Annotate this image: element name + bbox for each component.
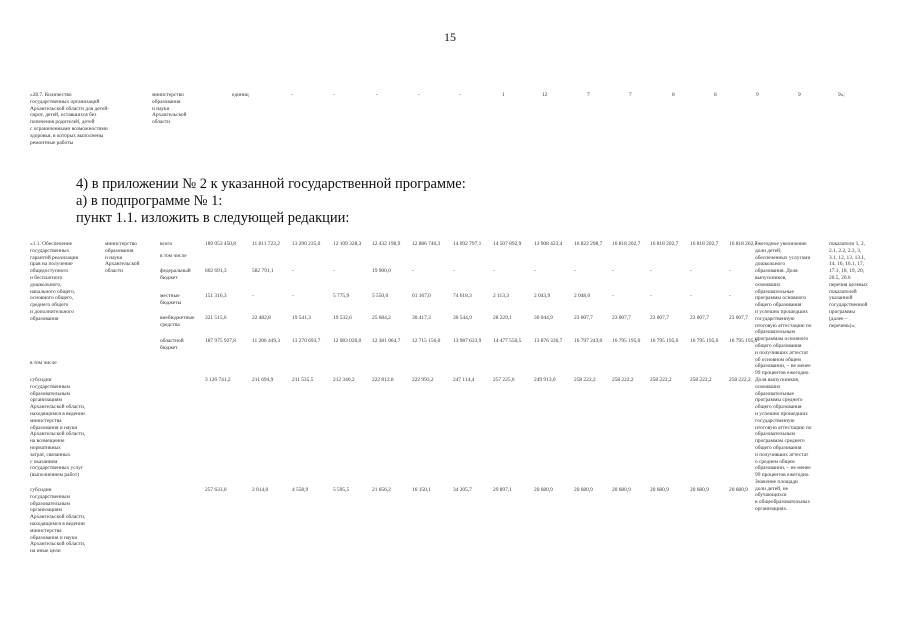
row-2-value-13: - <box>729 268 731 274</box>
sub2-value-0: 257 633,0 <box>205 487 227 493</box>
row-2-value-10: - <box>612 268 614 274</box>
sub1-value-6: 247 114,4 <box>453 377 475 383</box>
row-4-value-5: 30 417,3 <box>412 315 431 321</box>
row-5-value-5: 12 715 156,0 <box>412 338 441 344</box>
row-28-value-0: - <box>291 92 293 98</box>
row-label-federal: федеральный бюджет <box>160 268 191 281</box>
row-4-value-11: 23 007,7 <box>650 315 669 321</box>
row-3-value-5: 61 167,0 <box>412 293 431 299</box>
heading-item-4: 4) в приложении № 2 к указанной государственной программе: <box>76 176 466 192</box>
row-3-value-2: - <box>292 293 294 299</box>
row-4-value-13: 23 007,7 <box>729 315 748 321</box>
sub1-value-3: 212 340,2 <box>333 377 355 383</box>
row-28-value-1: - <box>333 92 335 98</box>
row-0-value-4: 12 432 198,9 <box>372 241 401 247</box>
sub1-name: субсидии государственным образовательным организациям Архангельской области, находящимся в ведении министерства образования и науки Архангельской области, на возмещение нормативных затрат, связанных с оказанием государственных услуг (выполнением работ) <box>30 377 86 479</box>
sub2-value-7: 29 897,1 <box>493 487 512 493</box>
row-3-value-3: 5 775,9 <box>333 293 350 299</box>
row-0-value-3: 12 109 328,3 <box>333 241 362 247</box>
sub2-name: субсидии государственным образовательным организациям Архангельской области, находящимся в ведении министерства образования и науки Архангельской области, на иные цели <box>30 487 86 555</box>
row-0-value-7: 14 507 892,9 <box>493 241 522 247</box>
row-5-value-9: 16 797 243,0 <box>574 338 603 344</box>
row-4-value-4: 25 684,2 <box>372 315 391 321</box>
sub2-value-5: 16 150,1 <box>412 487 431 493</box>
sub2-value-8: 20 680,9 <box>534 487 553 493</box>
row-3-value-10: - <box>612 293 614 299</box>
sub1-value-11: 258 222,2 <box>650 377 672 383</box>
row-0-value-13: 16 818 202,7 <box>729 241 758 247</box>
row-5-value-10: 16 795 195,0 <box>612 338 641 344</box>
row-28-value-12: 9 <box>798 92 801 98</box>
row-0-value-2: 13 290 235,0 <box>292 241 321 247</box>
row-5-value-2: 13 270 693,7 <box>292 338 321 344</box>
row-28-value-9: 8 <box>672 92 675 98</box>
row-0-value-5: 12 886 740,3 <box>412 241 441 247</box>
result-description: ежегодное увеличение доли детей, обеспеченных услугами дошкольного образования. Доля выпускников, освоивших образовательные программы основного общего образования и успешно прошедших государственную итоговую аттестацию по образовательным программам основного общего образования и получивших аттестат об основном общем образовании, – не менее 99 процентов ежегодно. Доля выпускников, освоивших образовательные программы среднего общего образования и успешно прошедших государственную итоговую аттестацию по образовательным программам среднего общего образования и получивших аттестат о среднем общем образовании, – не менее 99 процентов ежегодно. Значение площади доли детей, не обучающихся в общеобразовательных организациях. <box>755 241 812 513</box>
heading-point: пункт 1.1. изложить в следующей редакции: <box>76 210 350 226</box>
row-5-value-11: 16 795 195,0 <box>650 338 679 344</box>
row-2-value-4: 19 900,0 <box>372 268 391 274</box>
sub2-value-10: 20 680,9 <box>612 487 631 493</box>
page-number: 15 <box>444 30 456 44</box>
sub1-value-7: 257 225,6 <box>493 377 515 383</box>
sub1-value-1: 211 694,9 <box>252 377 274 383</box>
row-4-value-2: 19 541,3 <box>292 315 311 321</box>
row-28-value-6: 12 <box>542 92 548 98</box>
sub2-value-11: 20 680,9 <box>650 487 669 493</box>
sub2-value-1: 2 014,0 <box>252 487 269 493</box>
row-label-local: местные бюджеты <box>160 293 182 306</box>
sub1-value-8: 249 913,0 <box>534 377 556 383</box>
row-3-value-9: 2 048,0 <box>574 293 591 299</box>
row-label-extrabudget: внебюджетные средства <box>160 315 195 328</box>
sub1-value-13: 258 222,2 <box>729 377 751 383</box>
sub1-value-4: 222 812,8 <box>372 377 394 383</box>
row-2-value-11: - <box>650 268 652 274</box>
row-2-value-6: - <box>453 268 455 274</box>
row-5-value-8: 13 876 336,7 <box>534 338 563 344</box>
row-5-value-12: 16 795 195,0 <box>690 338 719 344</box>
row-label-incl: в том числе <box>160 253 187 259</box>
row-2-value-12: - <box>690 268 692 274</box>
row-2-value-7: - <box>493 268 495 274</box>
row-4-value-9: 23 007,7 <box>574 315 593 321</box>
row-0-value-1: 11 811 723,2 <box>252 241 280 247</box>
row-28-unit: единиц <box>232 92 249 98</box>
sub1-value-2: 211 535,5 <box>292 377 314 383</box>
row-2-value-5: - <box>412 268 414 274</box>
row-3-value-8: 2 043,9 <box>534 293 551 299</box>
row-28-value-7: 7 <box>587 92 590 98</box>
row-28-executor: министерство образования и науки Архангельской области <box>152 92 187 126</box>
item-1-1-executor: министерство образования и науки Архангельской области <box>105 241 140 275</box>
row-4-value-8: 30 044,9 <box>534 315 553 321</box>
row-5-value-13: 16 795 195,0 <box>729 338 758 344</box>
sub2-value-3: 5 595,5 <box>333 487 350 493</box>
sub1-value-0: 3 126 741,2 <box>205 377 231 383</box>
row-28-value-10: 8 <box>714 92 717 98</box>
row-4-value-7: 28 229,1 <box>493 315 512 321</box>
sub2-value-12: 20 680,9 <box>690 487 709 493</box>
row-0-value-12: 16 818 202,7 <box>690 241 719 247</box>
row-3-value-4: 5 550,0 <box>372 293 389 299</box>
row-4-value-12: 23 007,7 <box>690 315 709 321</box>
row-3-value-7: 2 113,3 <box>493 293 509 299</box>
row-4-value-0: 321 515,6 <box>205 315 227 321</box>
row-28-value-8: 7 <box>629 92 632 98</box>
row-3-value-6: 74 618,3 <box>453 293 472 299</box>
row-28-value-13: 9»; <box>838 92 845 98</box>
row-28-value-11: 9 <box>756 92 759 98</box>
row-3-value-13: - <box>729 293 731 299</box>
row-28-name: «28.7. Количество государственных организаций Архангельской области для детей- сирот, детей, оставшихся без попечения родителей, детей с ограниченными возможностями здоровья, в которых выполнены ремонтные работы <box>30 92 110 146</box>
row-2-value-9: - <box>574 268 576 274</box>
row-3-value-1: - <box>252 293 254 299</box>
sub1-value-5: 222 993,2 <box>412 377 434 383</box>
row-4-value-1: 22 482,8 <box>252 315 271 321</box>
row-5-value-7: 14 477 550,5 <box>493 338 522 344</box>
row-5-value-0: 187 975 927,8 <box>205 338 236 344</box>
row-5-value-6: 13 987 633,9 <box>453 338 482 344</box>
indicators-list: показатели 1, 2, 2.1, 2.2, 2.3, 3, 3.1, 12, 13, 13.1, 14, 16, 16.1, 17, 17.1, 18, 19, 20, 20.5, 20.6 перечня целевых показателей указанной государственной программы (далее – перечень)»; <box>829 241 868 329</box>
heading-item-a: а) в подпрограмме № 1: <box>76 193 223 209</box>
row-4-value-6: 30 544,9 <box>453 315 472 321</box>
incl-label: в том числе <box>30 360 57 366</box>
row-2-value-8: - <box>534 268 536 274</box>
row-4-value-10: 23 007,7 <box>612 315 631 321</box>
row-0-value-11: 16 818 202,7 <box>650 241 679 247</box>
sub1-value-10: 258 222,2 <box>612 377 634 383</box>
sub2-value-6: 34 205,7 <box>453 487 472 493</box>
row-label-total: всего <box>160 241 173 247</box>
row-2-value-2: - <box>292 268 294 274</box>
row-3-value-11: - <box>650 293 652 299</box>
row-5-value-3: 12 083 020,0 <box>333 338 362 344</box>
sub2-value-4: 21 656,2 <box>372 487 391 493</box>
row-3-value-12: - <box>690 293 692 299</box>
row-2-value-3: - <box>333 268 335 274</box>
sub1-value-9: 258 222,2 <box>574 377 596 383</box>
row-28-value-2: - <box>376 92 378 98</box>
row-label-regional: областной бюджет <box>160 338 184 351</box>
row-5-value-4: 12 381 064,7 <box>372 338 401 344</box>
sub2-value-13: 20 680,9 <box>729 487 748 493</box>
row-5-value-1: 11 206 449,3 <box>252 338 281 344</box>
row-0-value-8: 13 908 423,4 <box>534 241 563 247</box>
item-1-1-name: «1.1. Обеспечение государственных гарантий реализации прав на получение общедоступного и бесплатного дошкольного, начального общего, основного общего, среднего общего и дополнительного образования <box>30 241 79 322</box>
row-0-value-6: 14 092 797,1 <box>453 241 482 247</box>
row-28-value-4: - <box>459 92 461 98</box>
row-2-value-0: 602 691,3 <box>205 268 227 274</box>
row-28-value-5: 1 <box>502 92 505 98</box>
row-0-value-0: 189 053 450,8 <box>205 241 236 247</box>
row-28-value-3: - <box>418 92 420 98</box>
row-0-value-9: 16 822 298,7 <box>574 241 603 247</box>
row-4-value-3: 19 532,6 <box>333 315 352 321</box>
row-2-value-1: 582 791,1 <box>252 268 274 274</box>
row-3-value-0: 151 316,3 <box>205 293 227 299</box>
sub2-value-9: 20 680,9 <box>574 487 593 493</box>
sub2-value-2: 4 558,9 <box>292 487 309 493</box>
row-0-value-10: 16 818 202,7 <box>612 241 641 247</box>
sub1-value-12: 258 222,2 <box>690 377 712 383</box>
